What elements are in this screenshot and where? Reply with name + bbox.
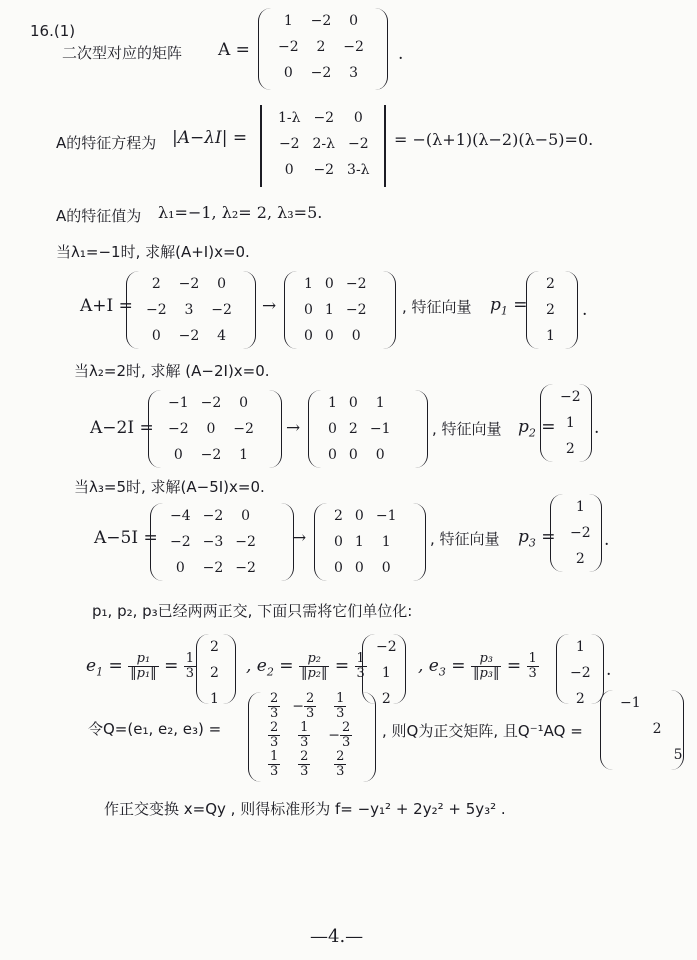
matrix-diag [600,690,684,770]
label-A-eq: A = [218,40,250,60]
matrix-cell: −2 [310,65,332,81]
matrix-cell: − $\frac{2}{3}$ [328,720,351,750]
period: . [398,44,404,64]
case2-text: 当λ₂=2时, 求解 (A−2I)x=0. [74,362,270,380]
matrix-cell: −2 [570,525,591,541]
matrix-cell [647,742,668,768]
vector-e3-table [564,634,597,712]
matrix-cell: 2 [546,302,555,318]
vector-e1-table [204,634,225,712]
arrow-icon: → [262,296,277,316]
reduced-A-plus-I-table [298,271,372,349]
matrix-cell: 2 [334,508,343,524]
matrix-cell: 0 [304,328,313,344]
matrix-cell: 2 [210,665,219,681]
matrix-cell: −2 [570,665,591,681]
matrix-cell: −2 [178,328,200,344]
matrix-cell: −2 [146,302,167,318]
matrix-cell: 2 [546,276,555,292]
eigvec-label-1: , 特征向量 [402,298,472,316]
matrix-Q [248,692,376,782]
matrix-cell [668,690,689,716]
reduced-A-minus-2I [308,390,428,468]
matrix-cell: $\frac{2}{3}$ [270,691,279,721]
matrix-cell: 1 [283,13,293,29]
matrix-cell: 0 [151,328,161,344]
vector-e1 [196,634,236,707]
matrix-cell: 1 [546,328,555,344]
matrix-cell: −2 [233,421,254,437]
vector-e3 [556,634,604,707]
matrix-cell: 0 [283,65,293,81]
matrix-cell: 0 [334,534,343,550]
matrix-cell: 4 [217,328,227,344]
matrix-cell: −2 [178,276,200,292]
matrix-cell: −2 [170,534,191,550]
matrix-cell: 0 [348,447,358,463]
matrix-cell: 2 [575,691,585,707]
matrix-cell: −2 [313,162,335,178]
matrix-cell: 1 [381,665,391,681]
matrix-cell: −2 [560,389,581,405]
matrix-cell: 0 [304,302,313,318]
matrix-cell: 0 [206,421,216,437]
matrix-A-minus-5I [150,503,294,581]
matrix-A-plus-I [126,271,256,349]
matrix-cell: 0 [324,328,334,344]
matrix-cell: $\frac{2}{3}$ [336,749,345,779]
label-A-minus-5I: A−5I = [94,528,158,548]
matrix-cell: 3-λ [347,162,370,178]
char-matrix-table [272,105,376,183]
matrix-cell: −2 [200,447,222,463]
q-text: 令Q=(e₁, e₂, e₃) = [88,720,222,738]
matrix-cell: 1 [210,691,219,707]
char-poly-label: A的特征方程为 [56,134,157,152]
matrix-cell: 1 [239,447,249,463]
matrix-cell: 0 [328,447,337,463]
matrix-cell: 2 [575,551,585,567]
matrix-cell: 2 [381,691,391,707]
eigenvalues: λ₁=−1, λ₂= 2, λ₃=5. [158,203,323,222]
matrix-cell: 3 [349,65,359,81]
matrix-cell: 0 [175,560,185,576]
matrix-cell: −1 [375,508,397,524]
matrix-cell: 0 [334,560,343,576]
matrix-cell: 0 [284,162,294,178]
matrix-cell: $\frac{1}{3}$ [270,749,279,779]
vector-p1-table [540,271,561,349]
eigvec-label-3: , 特征向量 [430,530,500,548]
reduced-A-plus-I [284,271,396,349]
matrix-cell: −4 [170,508,191,524]
matrix-cell: 2 [316,39,326,55]
matrix-cell [668,716,689,742]
matrix-cell: 1 [575,499,585,515]
case3-text: 当λ₃=5时, 求解(A−5I)x=0. [74,478,265,496]
matrix-cell: 0 [353,110,363,126]
matrix-cell [614,716,647,742]
orth-text: p₁, p₂, p₃已经两两正交, 下面只需将它们单位化: [92,602,413,620]
matrix-cell: −2 [345,302,367,318]
arrow-icon: → [292,528,307,548]
matrix-cell: 2 [652,721,662,737]
vector-p2 [540,384,592,462]
matrix-cell: 1 [324,302,334,318]
matrix-cell: −2 [313,110,335,126]
matrix-cell: 1 [354,534,364,550]
reduced-A-minus-5I-table [328,503,402,581]
vector-p1 [526,271,578,349]
vector-p3 [550,494,602,572]
reduced-A-minus-2I-table [322,390,396,468]
matrix-cell: 1 [328,395,337,411]
matrix-cell: 0 [241,508,251,524]
matrix-cell: −2 [235,534,256,550]
matrix-cell [647,690,668,716]
problem-number: 16.(1) [30,22,76,40]
matrix-A-minus-2I-table [162,390,260,468]
matrix-cell: 2 [210,639,219,655]
vector-p2-table [554,384,587,462]
period: . [606,660,612,680]
matrix-cell: 0 [324,276,334,292]
matrix-cell: 0 [351,328,361,344]
eigvec-label-2: , 特征向量 [432,420,502,438]
reduced-A-minus-5I [314,503,426,581]
matrix-cell: −2 [343,39,364,55]
e1-label: $e_1$ = $\frac{\text{p₁}}{\text{‖p₁‖}}$ = $\frac{1}{3}$ [86,651,195,681]
char-poly-result: = −(λ+1)(λ−2)(λ−5)=0. [394,130,594,149]
matrix-cell: 2-λ [312,136,336,152]
matrix-A-minus-2I [148,390,282,468]
matrix-cell [614,742,647,768]
matrix-cell: 0 [217,276,227,292]
page-number: —4.— [310,926,364,947]
matrix-A [258,8,388,90]
label-A-minus-2I: A−2I = [90,418,154,438]
matrix-cell: −1 [168,395,189,411]
matrix-cell: −3 [202,534,224,550]
matrix-cell: 0 [354,508,364,524]
period: . [594,418,600,438]
matrix-cell: −1 [620,695,641,711]
char-matrix [258,105,388,187]
matrix-A-plus-I-table [140,271,238,349]
arrow-icon: → [286,418,301,438]
matrix-cell: −2 [202,508,224,524]
matrix-cell: −2 [168,421,189,437]
p1-label: $p_1$ = [490,295,528,318]
matrix-cell: 5 [673,747,683,763]
period: . [604,530,610,550]
matrix-cell: −2 [235,560,256,576]
matrix-cell: 2 [151,276,161,292]
matrix-cell: 3 [184,302,194,318]
matrix-cell: 0 [173,447,183,463]
matrix-cell: 1 [575,639,585,655]
matrix-cell: 0 [354,560,364,576]
eigenvalues-label: A的特征值为 [56,207,142,225]
matrix-cell: $\frac{2}{3}$ [270,720,279,750]
period: . [582,300,588,320]
matrix-cell: −2 [211,302,232,318]
matrix-cell: −2 [202,560,224,576]
matrix-cell: 0 [375,447,385,463]
intro-text: 二次型对应的矩阵 [62,44,183,62]
matrix-cell: −2 [376,639,397,655]
matrix-cell: −1 [369,421,391,437]
matrix-cell: $\frac{1}{3}$ [300,720,309,750]
matrix-cell: 0 [239,395,249,411]
matrix-cell: 0 [381,560,391,576]
matrix-cell: 0 [349,13,359,29]
matrix-cell: −2 [310,13,332,29]
matrix-cell: 1 [381,534,391,550]
matrix-cell: 2 [348,421,358,437]
matrix-Q-table [262,692,358,779]
label-A-plus-I: A+I = [80,296,133,316]
matrix-diag-table [614,690,688,768]
p2-label: $p_2$ = [518,417,556,440]
matrix-A-table [272,8,370,86]
case1-text: 当λ₁=−1时, 求解(A+I)x=0. [56,243,250,261]
matrix-cell: −2 [200,395,222,411]
matrix-cell: 1 [304,276,313,292]
e3-label: , $e_3$ = $\frac{\text{p₃}}{\text{‖p₃‖}}$ = $\frac{1}{3}$ [418,651,537,681]
matrix-cell: 1-λ [278,110,301,126]
vector-p3-table [564,494,597,572]
matrix-cell: −2 [345,276,367,292]
matrix-cell: 0 [348,395,358,411]
char-det-label: |A−λI| = [172,128,248,148]
matrix-cell: −2 [347,136,369,152]
matrix-cell: 1 [565,415,575,431]
matrix-cell: 0 [328,421,337,437]
final-text: 作正交变换 x=Qy , 则得标准形为 f= −y₁² + 2y₂² + 5y₃² . [104,800,506,818]
matrix-A-minus-5I-table [164,503,262,581]
matrix-cell: −2 [278,39,299,55]
e2-label: , $e_2$ = $\frac{\text{p₂}}{\text{‖p₂‖}}$ = $\frac{1}{3}$ [246,651,365,681]
matrix-cell: − $\frac{2}{3}$ [292,691,315,721]
matrix-cell: $\frac{1}{3}$ [336,691,345,721]
q-result-text: , 则Q为正交矩阵, 且Q⁻¹AQ = [382,722,583,740]
matrix-cell: −2 [278,136,300,152]
matrix-cell: 1 [375,395,385,411]
matrix-cell: 2 [565,441,575,457]
p3-label: $p_3$ = [518,527,556,550]
matrix-cell: $\frac{2}{3}$ [300,749,309,779]
